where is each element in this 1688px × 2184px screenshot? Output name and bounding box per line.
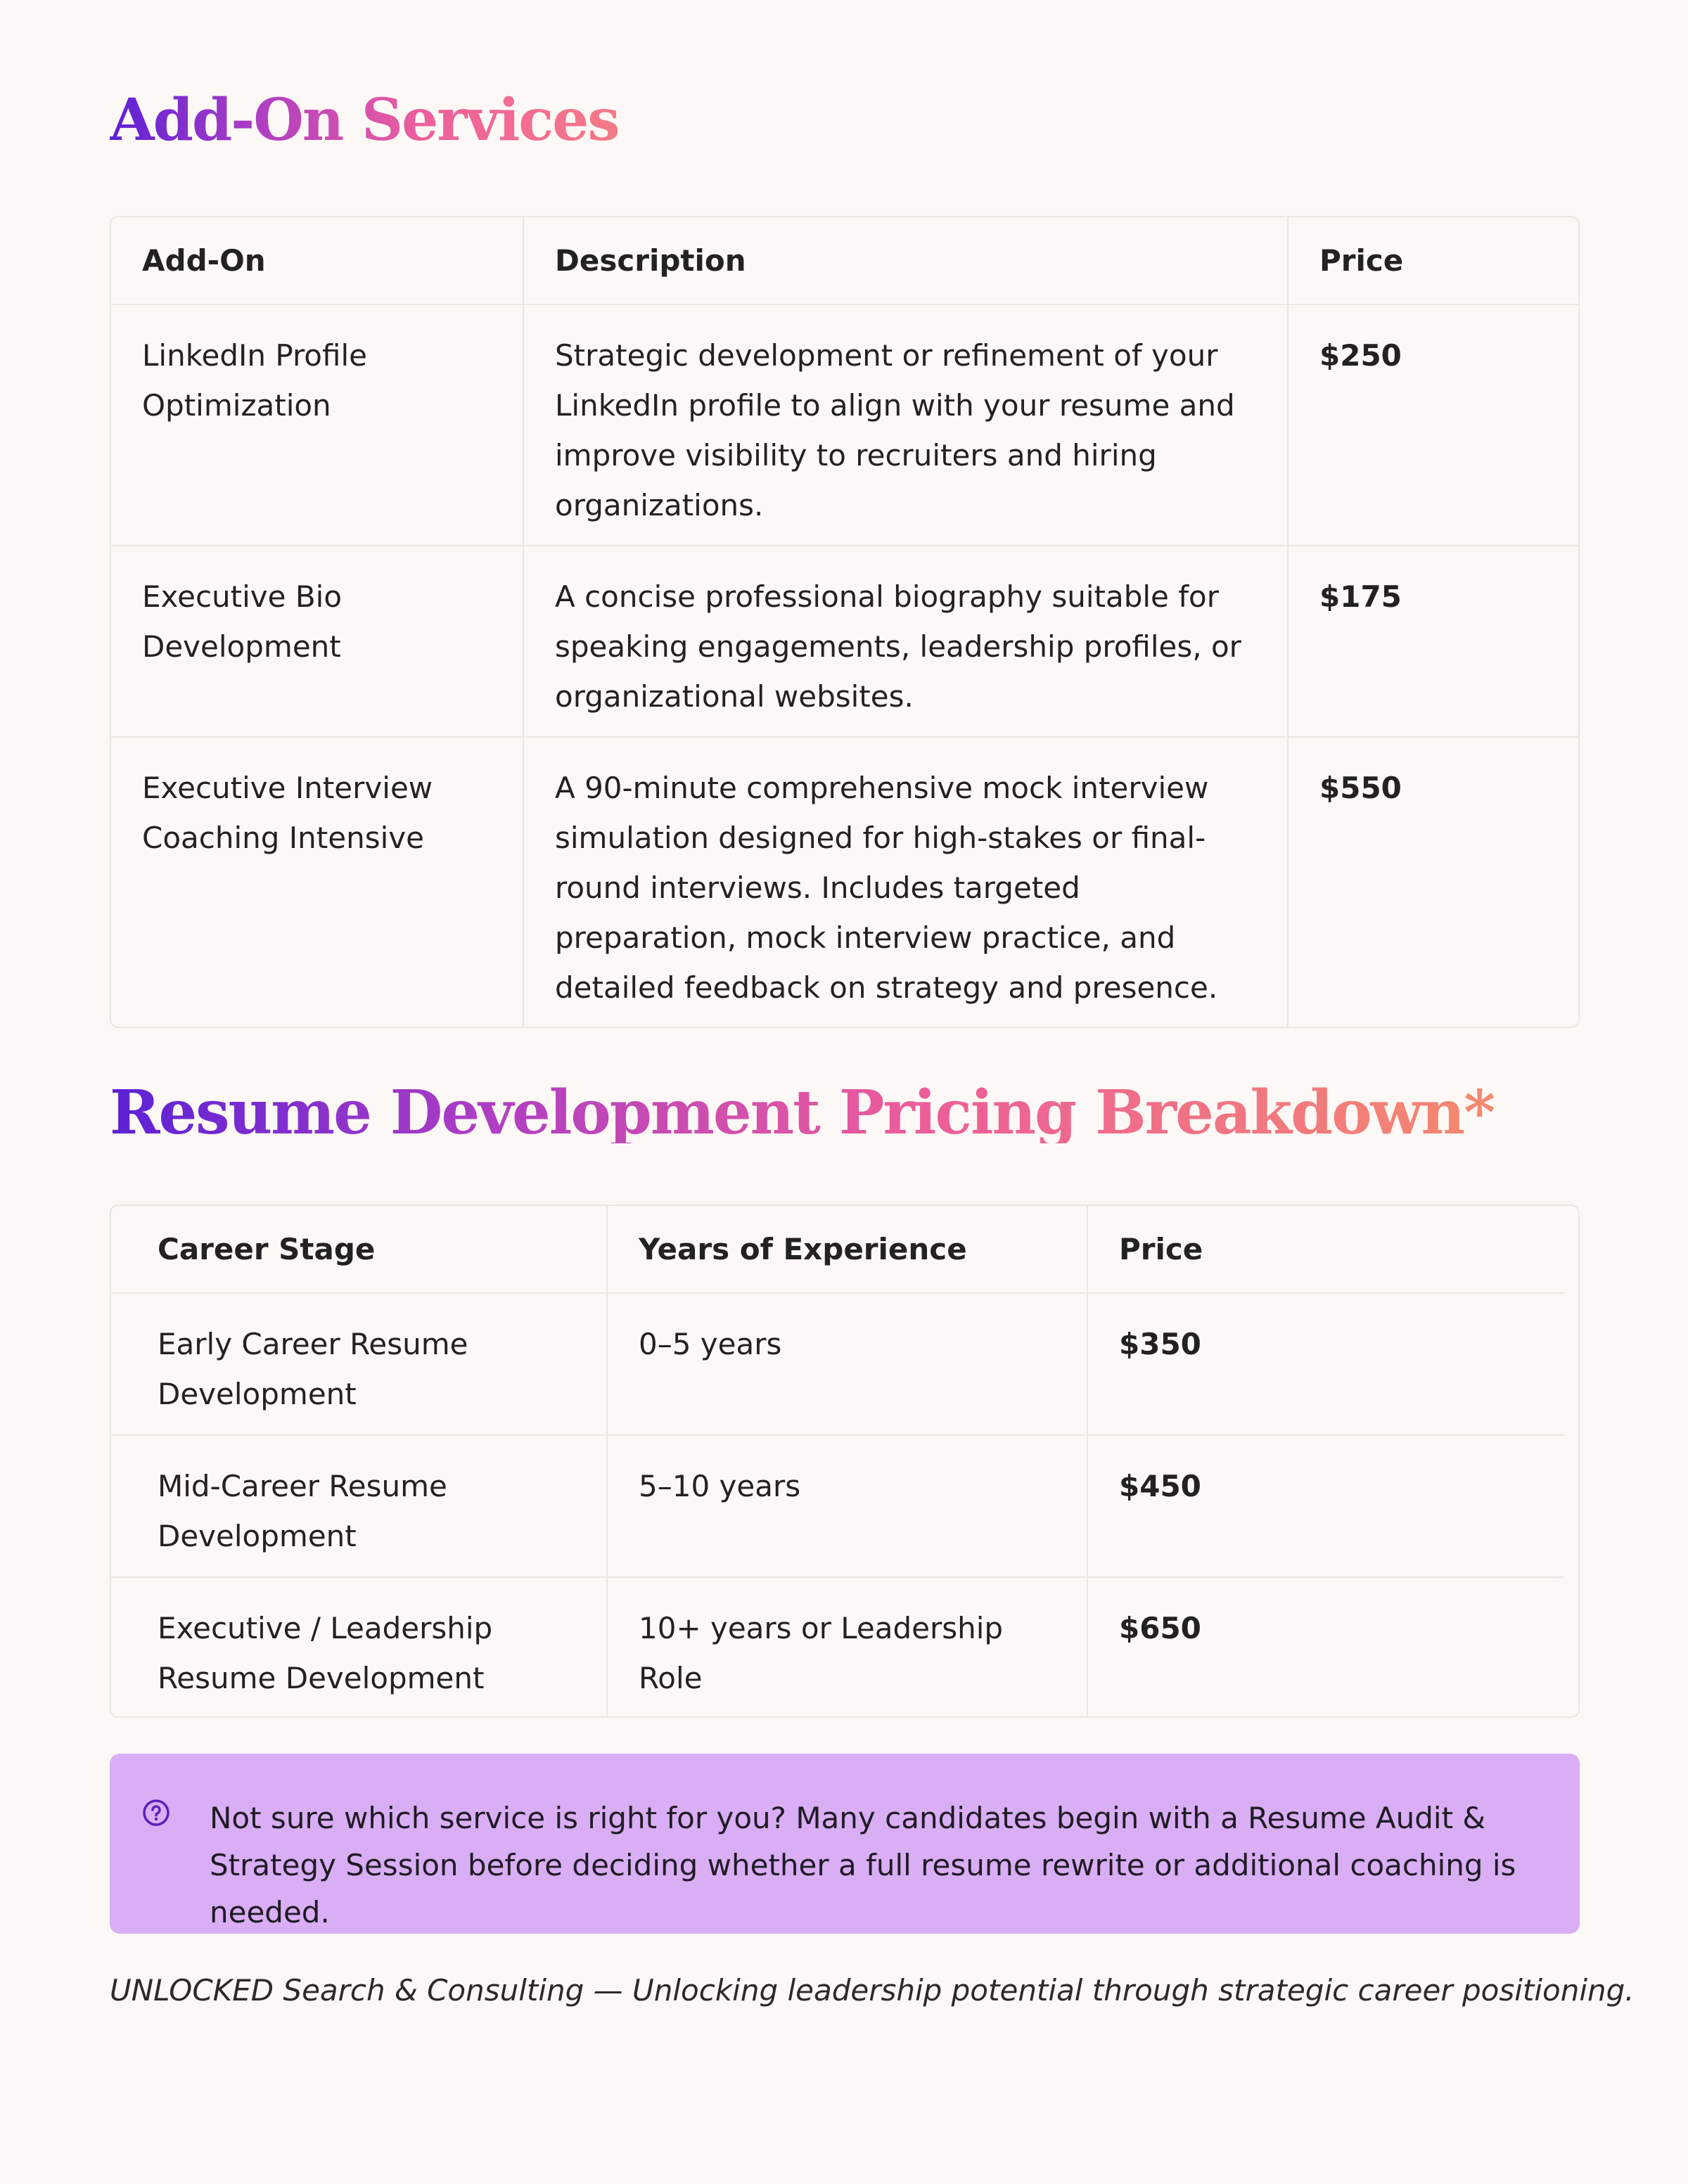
- help-callout: [110, 1754, 1580, 1934]
- callout-text: Not sure which service is right for you? Many candidates begin with a Resume Audit & Strategy Session before deciding whether a full resume rewrite or additional coaching is needed.: [210, 1801, 1516, 1929]
- table-row: [111, 1292, 1564, 1434]
- addon-price: $250: [1287, 305, 1578, 545]
- addon-name: Executive Bio Development: [142, 579, 343, 664]
- addon-name: Executive Interview Coaching Intensive: [142, 771, 433, 855]
- addon-description: Strategic development or refinement of your LinkedIn profile to align with your resume and improve visibility to recruiters and hiring organizations.: [523, 305, 1287, 545]
- addons-table: [110, 216, 1580, 1028]
- footer-tagline: UNLOCKED Search & Consulting — Unlocking leadership potential through strategic career positioning.: [110, 1973, 1635, 2008]
- table-row: [111, 304, 1578, 545]
- years-of-experience: 0–5 years: [606, 1294, 1087, 1434]
- addon-description: A concise professional biography suitable for speaking engagements, leadership profiles, or organizational websites.: [523, 546, 1287, 736]
- resume-price: $350: [1087, 1294, 1564, 1434]
- years-of-experience: 5–10 years: [606, 1436, 1087, 1576]
- resume-price: $450: [1087, 1436, 1564, 1576]
- addons-title: Add-On Services: [110, 86, 619, 154]
- career-stage: Early Career Resume Development: [158, 1327, 468, 1411]
- addon-price: $550: [1287, 738, 1578, 1028]
- table-row: [111, 545, 1578, 736]
- table-row: [111, 1434, 1564, 1576]
- question-circle-icon: [142, 1799, 170, 1827]
- table-row: [111, 1576, 1564, 1718]
- career-stage: Mid-Career Resume Development: [158, 1469, 447, 1553]
- column-header-price: Price: [1087, 1206, 1564, 1292]
- column-header-description: Description: [523, 217, 1287, 304]
- table-row: [111, 736, 1578, 1028]
- column-header-years: Years of Experience: [606, 1206, 1087, 1292]
- column-header-price: Price: [1287, 217, 1578, 304]
- table-header-row: [111, 1206, 1564, 1292]
- addon-name: LinkedIn Profile Optimization: [142, 338, 367, 423]
- career-stage: Executive / Leadership Resume Development: [158, 1611, 493, 1695]
- addon-description: A 90-minute comprehensive mock interview simulation designed for high-stakes or final-round interviews. Includes targeted preparation, mock interview practice, and detailed feedback on strategy and presence.: [523, 738, 1287, 1028]
- years-of-experience: 10+ years or Leadership Role: [606, 1578, 1087, 1718]
- resume-pricing-title: Resume Development Pricing Breakdown*: [110, 1077, 1495, 1148]
- resume-pricing-table: [110, 1205, 1580, 1718]
- addon-price: $175: [1287, 546, 1578, 736]
- column-header-addon: Add-On: [142, 243, 266, 278]
- resume-price: $650: [1087, 1578, 1564, 1718]
- table-header-row: [111, 217, 1578, 304]
- column-header-career-stage: Career Stage: [158, 1232, 376, 1266]
